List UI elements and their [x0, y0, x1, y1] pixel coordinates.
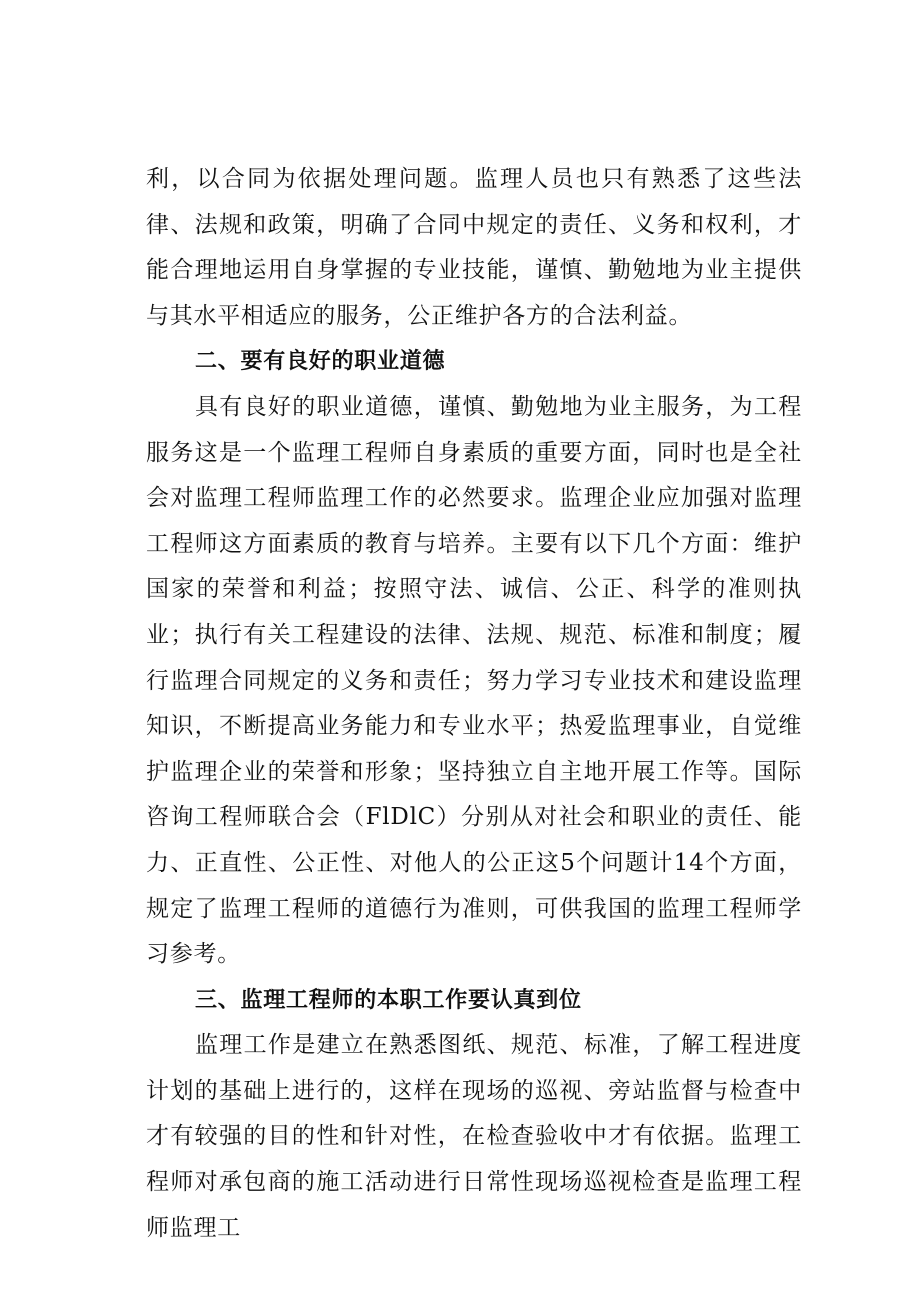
section-heading-professional-ethics: 二、要有良好的职业道德 [195, 349, 446, 375]
document-body [146, 157, 802, 1251]
section-heading-duty-in-place: 三、监理工程师的本职工作要认真到位 [195, 987, 582, 1013]
body-paragraph-continued: 利，以合同为依据处理问题。监理人员也只有熟悉了这些法律、法规和政策，明确了合同中规定的责任、义务和权利，才能合理地运用自身掌握的专业技能，谨慎、勤勉地为业主提供与其水平相适应的服务，公正维护各方的合法利益。 [146, 166, 802, 329]
body-paragraph-ethics: 具有良好的职业道德，谨慎、勤勉地为业主服务，为工程服务这是一个监理工程师自身素质的重要方面，同时也是全社会对监理工程师监理工作的必然要求。监理企业应加强对监理工程师这方面素质的教育与培养。主要有以下几个方面：维护国家的荣誉和利益；按照守法、诚信、公正、科学的准则执业；执行有关工程建设的法律、法规、规范、标准和制度；履行监理合同规定的义务和责任；努力学习专业技术和建设监理知识，不断提高业务能力和专业水平；热爱监理事业，自觉维护监理企业的荣誉和形象；坚持独立自主地开展工作等。国际咨询工程师联合会（FlDlC）分别从对社会和职业的责任、能力、正直性、公正性、对他人的公正这5个问题计14个方面，规定了监理工程师的道德行为准则，可供我国的监理工程师学习参考。 [146, 393, 802, 968]
body-paragraph-supervision-work: 监理工作是建立在熟悉图纸、规范、标准，了解工程进度计划的基础上进行的，这样在现场的巡视、旁站监督与检查中才有较强的目的性和针对性，在检查验收中才有依据。监理工程师对承包商的施工活动进行日常性现场巡视检查是监理工程师监理工 [146, 1032, 802, 1241]
